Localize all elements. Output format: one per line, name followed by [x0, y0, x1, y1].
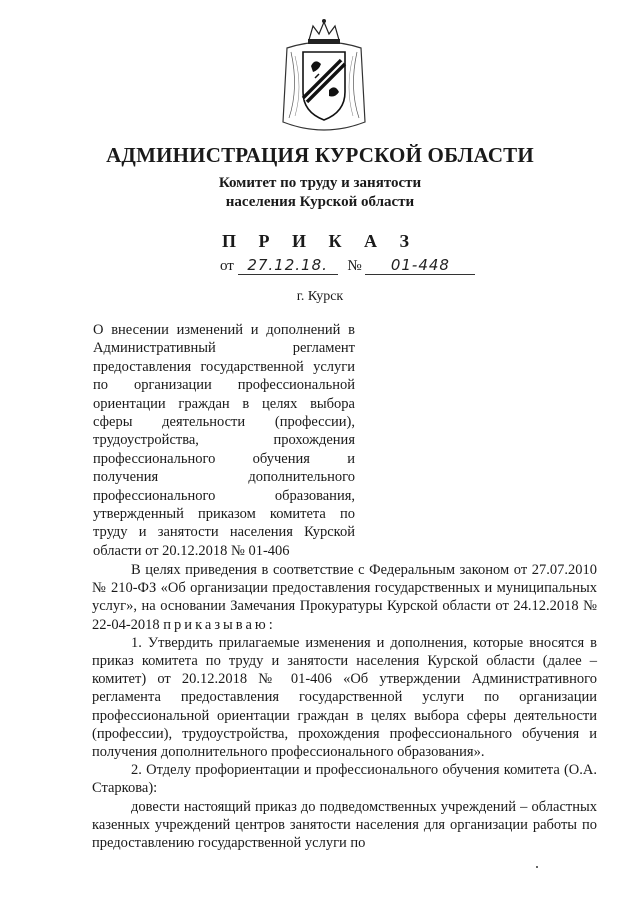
order-word-spaced: приказываю	[163, 616, 269, 633]
date-prefix: от	[220, 258, 234, 274]
city-name: г. Курск	[296, 289, 344, 304]
order-date-handwritten: 27.12.18.	[238, 256, 338, 275]
item-2-paragraph: 2. Отделу профориентации и профессионального обучения комитета (О.А. Старкова):	[92, 762, 597, 797]
preamble-colon: :	[268, 616, 273, 633]
item-2-sub-paragraph: довести настоящий приказ до подведомственных учреждений – областных казенных учреждений центров занятости населения для организации работы по предоставлению государственной услуги по	[92, 798, 597, 852]
preamble-text: В целях приведения в соответствие с Федеральным законом от 27.07.2010 № 210-ФЗ «Об организации предоставления государственных и муниципальных услуг», на основании Замечания Прокуратуры Курской области от 24.12.2018 № 22-04-2018	[92, 562, 597, 633]
document-type-title: П Р И К А З	[221, 231, 419, 251]
order-body	[92, 561, 597, 852]
page-mark	[536, 866, 538, 868]
committee-line-1: Комитет по труду и занятости	[218, 175, 422, 191]
committee-line-2: населения Курской области	[225, 194, 415, 210]
order-date-number-line	[220, 256, 475, 275]
order-number-handwritten: 01-448	[365, 256, 475, 275]
preamble-paragraph	[92, 561, 597, 634]
coat-of-arms-emblem	[279, 18, 369, 136]
item-1-paragraph: 1. Утвердить прилагаемые изменения и дополнения, которые вносятся в приказ комитета по труду и занятости населения Курской области (далее – комитет) от 20.12.2018 № 01-406 «Об утверждении Административного регламента предоставления государственной услуги по организации профессиональной ориентации граждан в целях выбора сферы деятельности (профессии), трудоустройства, прохождения профессионального обучения и получения дополнительного профессионального образования».	[92, 634, 597, 761]
order-subject	[93, 321, 355, 560]
organization-name: АДМИНИСТРАЦИЯ КУРСКОЙ ОБЛАСТИ	[106, 143, 534, 167]
subject-text: О внесении изменений и дополнений в Административный регламент предоставления государственной услуги по организации профессиональной ориентации граждан в целях выбора сферы деятельности (профессии), трудоустройства, прохождения профессионального обучения и получения дополнительного профессионального образования, утвержденный приказом комитета по труду и занятости населения Курской области от 20.12.2018 № 01-406	[93, 322, 355, 559]
committee-name	[0, 174, 640, 212]
number-prefix: №	[347, 258, 362, 274]
